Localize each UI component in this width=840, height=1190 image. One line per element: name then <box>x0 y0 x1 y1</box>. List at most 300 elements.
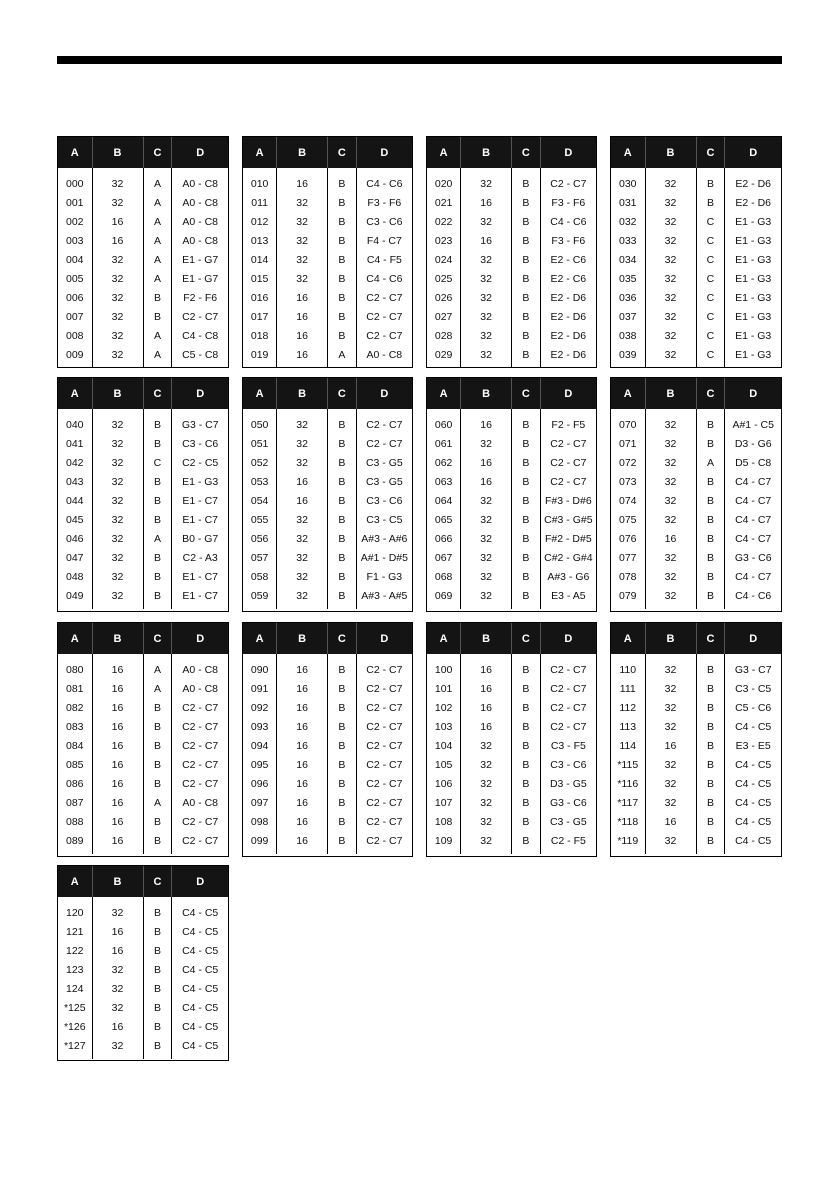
table-cell: 32 <box>461 586 512 609</box>
table-cell: 029 <box>427 345 461 368</box>
table-cell: C2 - C7 <box>182 720 219 733</box>
table-row <box>243 212 412 231</box>
table-cell: B <box>143 922 172 941</box>
table-cell: B <box>327 231 356 250</box>
program-table-040 <box>57 377 229 612</box>
program-table <box>58 137 228 368</box>
column-header: D <box>172 623 228 654</box>
table-cell: A <box>143 231 172 250</box>
column-header: A <box>427 623 461 654</box>
table-cell: 32 <box>277 231 328 250</box>
table-cell: A <box>143 326 172 345</box>
table-cell: B <box>327 472 356 491</box>
table-cell: B <box>511 510 540 529</box>
column-header: D <box>725 137 781 168</box>
table-cell: C2 - C7 <box>182 758 219 771</box>
table-cell: E3 - E5 <box>735 739 771 752</box>
table-row <box>58 409 228 434</box>
table-cell: 16 <box>92 922 143 941</box>
table-cell: B <box>511 472 540 491</box>
table-cell: A <box>327 345 356 368</box>
table-cell: 051 <box>243 434 277 453</box>
table-row <box>58 736 228 755</box>
header-row <box>58 866 228 897</box>
table-row <box>427 812 596 831</box>
table-cell: 085 <box>58 755 92 774</box>
column-header: C <box>696 623 725 654</box>
program-table-080 <box>57 622 229 857</box>
table-cell: 16 <box>277 812 328 831</box>
table-cell: C <box>696 345 725 368</box>
table-cell: 32 <box>92 193 143 212</box>
table-cell: 16 <box>92 755 143 774</box>
table-cell: 034 <box>611 250 645 269</box>
table-cell: D3 - G6 <box>734 437 772 450</box>
table-cell: 092 <box>243 698 277 717</box>
table-cell: C <box>696 307 725 326</box>
table-cell: 32 <box>277 269 328 288</box>
table-row <box>58 453 228 472</box>
table-row <box>427 755 596 774</box>
table-cell: E1 - G3 <box>735 234 772 247</box>
program-table-000 <box>57 136 229 368</box>
table-cell: B <box>511 654 540 679</box>
table-cell: 069 <box>427 586 461 609</box>
table-cell: 001 <box>58 193 92 212</box>
table-cell: B <box>511 548 540 567</box>
table-cell: C2 - C7 <box>366 834 403 847</box>
table-row <box>611 812 781 831</box>
table-cell: 080 <box>58 654 92 679</box>
table-row <box>58 345 228 368</box>
table-cell: C <box>143 453 172 472</box>
table-cell: A0 - C8 <box>182 234 218 247</box>
table-cell: B <box>143 548 172 567</box>
table-cell: 023 <box>427 231 461 250</box>
table-cell: 32 <box>277 548 328 567</box>
column-header: B <box>277 378 328 409</box>
table-cell: B <box>143 897 172 922</box>
table-cell: B <box>143 941 172 960</box>
table-cell: B <box>327 679 356 698</box>
table-cell: B <box>696 793 725 812</box>
table-cell: B <box>511 793 540 812</box>
table-row <box>58 717 228 736</box>
table-cell: 16 <box>277 831 328 854</box>
table-cell: C2 - C7 <box>366 701 403 714</box>
table-cell: B <box>696 193 725 212</box>
table-cell: B <box>143 736 172 755</box>
table-row <box>58 998 228 1017</box>
table-cell: 039 <box>611 345 645 368</box>
table-cell: 32 <box>645 755 696 774</box>
table-cell: 079 <box>611 586 645 609</box>
table-cell: 32 <box>277 567 328 586</box>
table-row <box>611 698 781 717</box>
table-cell: 090 <box>243 654 277 679</box>
table-cell: C2 - C5 <box>182 456 219 469</box>
table-cell: C2 - C7 <box>182 310 219 323</box>
table-cell: G3 - C6 <box>549 796 587 809</box>
column-header: A <box>58 866 92 897</box>
table-cell: C2 - C7 <box>366 291 403 304</box>
table-cell: 097 <box>243 793 277 812</box>
table-row <box>243 774 412 793</box>
table-row <box>58 812 228 831</box>
table-cell: B <box>143 960 172 979</box>
table-row <box>243 453 412 472</box>
table-cell: 027 <box>427 307 461 326</box>
table-row <box>611 250 781 269</box>
table-cell: *117 <box>611 793 645 812</box>
table-cell: *116 <box>611 774 645 793</box>
table-cell: B <box>511 586 540 609</box>
table-cell: A0 - C8 <box>182 682 218 695</box>
table-cell: C2 - C7 <box>182 834 219 847</box>
table-cell: B <box>511 168 540 193</box>
table-cell: 32 <box>92 510 143 529</box>
table-cell: B <box>696 774 725 793</box>
table-row <box>427 472 596 491</box>
table-cell: B <box>143 812 172 831</box>
header-row <box>611 378 781 409</box>
table-cell: 16 <box>461 698 512 717</box>
table-cell: C4 - C5 <box>182 963 219 976</box>
table-row <box>58 793 228 812</box>
table-cell: 32 <box>277 409 328 434</box>
table-cell: B <box>143 979 172 998</box>
table-cell: 32 <box>461 212 512 231</box>
table-cell: B <box>327 548 356 567</box>
table-row <box>427 307 596 326</box>
table-cell: 015 <box>243 269 277 288</box>
table-row <box>427 548 596 567</box>
table-cell: B <box>143 288 172 307</box>
table-row <box>427 250 596 269</box>
table-cell: 32 <box>645 717 696 736</box>
table-cell: C4 - C5 <box>182 1039 219 1052</box>
table-row <box>427 345 596 368</box>
header-row <box>58 623 228 654</box>
table-row <box>243 231 412 250</box>
table-cell: 32 <box>461 793 512 812</box>
table-cell: B <box>511 212 540 231</box>
table-cell: 014 <box>243 250 277 269</box>
column-header: A <box>243 623 277 654</box>
table-cell: B <box>511 812 540 831</box>
column-header: C <box>511 378 540 409</box>
table-cell: C4 - C5 <box>182 925 219 938</box>
table-cell: B <box>327 736 356 755</box>
table-cell: 32 <box>277 510 328 529</box>
table-cell: C <box>696 231 725 250</box>
program-table-090 <box>242 622 413 857</box>
table-cell: 16 <box>92 698 143 717</box>
table-cell: 16 <box>92 654 143 679</box>
table-cell: 32 <box>645 168 696 193</box>
column-header: D <box>172 378 228 409</box>
table-cell: 083 <box>58 717 92 736</box>
table-cell: 32 <box>92 472 143 491</box>
table-cell: 16 <box>277 736 328 755</box>
table-cell: 112 <box>611 698 645 717</box>
table-cell: 082 <box>58 698 92 717</box>
table-cell: 32 <box>461 250 512 269</box>
program-table <box>611 623 781 854</box>
table-row <box>58 193 228 212</box>
table-cell: C4 - C7 <box>735 494 772 507</box>
table-cell: C4 - F5 <box>366 253 402 266</box>
table-cell: F4 - C7 <box>366 234 402 247</box>
table-cell: 32 <box>92 288 143 307</box>
table-cell: 025 <box>427 269 461 288</box>
column-header: D <box>356 137 412 168</box>
table-cell: 026 <box>427 288 461 307</box>
table-cell: 16 <box>277 326 328 345</box>
column-header: C <box>143 623 172 654</box>
table-cell: B <box>696 548 725 567</box>
table-cell: E1 - G3 <box>735 348 772 361</box>
program-table <box>243 623 412 854</box>
table-cell: 017 <box>243 307 277 326</box>
table-cell: 32 <box>277 193 328 212</box>
table-cell: 038 <box>611 326 645 345</box>
table-cell: 16 <box>277 168 328 193</box>
table-row <box>243 679 412 698</box>
table-row <box>243 698 412 717</box>
table-cell: 053 <box>243 472 277 491</box>
table-cell: 32 <box>92 168 143 193</box>
column-header: A <box>611 378 645 409</box>
table-cell: F3 - F6 <box>551 234 586 247</box>
column-header: A <box>611 137 645 168</box>
table-row <box>427 193 596 212</box>
table-row <box>427 736 596 755</box>
table-row <box>243 193 412 212</box>
table-cell: A#1 - D#5 <box>360 551 408 564</box>
table-cell: 16 <box>92 717 143 736</box>
table-cell: 32 <box>645 345 696 368</box>
table-cell: 16 <box>277 654 328 679</box>
table-row <box>58 326 228 345</box>
column-header: C <box>511 137 540 168</box>
table-cell: E1 - G3 <box>735 329 772 342</box>
table-row <box>58 654 228 679</box>
table-cell: B <box>327 755 356 774</box>
column-header: C <box>143 137 172 168</box>
table-cell: 016 <box>243 288 277 307</box>
table-cell: B <box>327 510 356 529</box>
table-cell: 16 <box>461 231 512 250</box>
table-cell: 033 <box>611 231 645 250</box>
table-cell: B <box>696 168 725 193</box>
table-cell: C4 - C6 <box>366 272 403 285</box>
table-cell: 32 <box>645 269 696 288</box>
table-row <box>243 831 412 854</box>
table-cell: 16 <box>92 774 143 793</box>
table-cell: C4 - C8 <box>182 329 219 342</box>
table-cell: B <box>511 345 540 368</box>
table-cell: 32 <box>645 231 696 250</box>
table-cell: C4 - C6 <box>735 589 772 602</box>
table-cell: 067 <box>427 548 461 567</box>
top-rule <box>57 56 782 64</box>
table-cell: E1 - G3 <box>182 475 219 488</box>
table-row <box>58 831 228 854</box>
table-cell: C4 - C5 <box>182 1001 219 1014</box>
table-cell: E1 - G3 <box>735 215 772 228</box>
column-header: A <box>243 378 277 409</box>
table-cell: C2 - C7 <box>550 663 587 676</box>
table-cell: C <box>696 212 725 231</box>
table-cell: C2 - C7 <box>366 682 403 695</box>
table-cell: 16 <box>92 831 143 854</box>
table-row <box>427 698 596 717</box>
table-row <box>58 548 228 567</box>
table-cell: 065 <box>427 510 461 529</box>
table-cell: E2 - D6 <box>735 177 771 190</box>
table-row <box>58 586 228 609</box>
table-row <box>58 1017 228 1036</box>
table-cell: D5 - C8 <box>735 456 772 469</box>
table-row <box>243 409 412 434</box>
table-row <box>427 717 596 736</box>
table-row <box>611 434 781 453</box>
table-cell: B <box>511 231 540 250</box>
table-cell: B <box>696 567 725 586</box>
table-cell: E1 - G3 <box>735 310 772 323</box>
table-cell: C2 - C7 <box>366 663 403 676</box>
table-cell: 32 <box>645 567 696 586</box>
table-row <box>58 269 228 288</box>
table-cell: E2 - D6 <box>550 291 587 304</box>
table-cell: A <box>143 269 172 288</box>
table-cell: E2 - D6 <box>550 348 587 361</box>
table-cell: C4 - C5 <box>735 815 772 828</box>
table-cell: 32 <box>461 345 512 368</box>
table-cell: B <box>143 567 172 586</box>
table-row <box>427 326 596 345</box>
table-cell: C2 - C7 <box>366 815 403 828</box>
table-cell: 107 <box>427 793 461 812</box>
table-cell: 041 <box>58 434 92 453</box>
table-cell: F#2 - D#5 <box>545 532 592 545</box>
table-cell: E2 - D6 <box>550 329 587 342</box>
table-cell: 003 <box>58 231 92 250</box>
table-cell: 084 <box>58 736 92 755</box>
table-cell: 16 <box>277 288 328 307</box>
table-cell: E1 - G3 <box>735 253 772 266</box>
table-cell: 32 <box>92 409 143 434</box>
table-cell: B <box>327 250 356 269</box>
table-cell: B <box>696 812 725 831</box>
table-cell: B <box>143 434 172 453</box>
table-cell: 16 <box>92 231 143 250</box>
table-cell: 32 <box>461 168 512 193</box>
table-cell: A0 - C8 <box>182 215 218 228</box>
table-cell: C3 - G5 <box>549 815 587 828</box>
table-row <box>611 269 781 288</box>
table-cell: B <box>696 831 725 854</box>
table-row <box>611 654 781 679</box>
table-row <box>611 453 781 472</box>
table-cell: E3 - A5 <box>551 589 586 602</box>
header-row <box>243 137 412 168</box>
column-header: B <box>92 378 143 409</box>
table-cell: 32 <box>645 409 696 434</box>
table-cell: 068 <box>427 567 461 586</box>
table-cell: 111 <box>611 679 645 698</box>
table-cell: B <box>511 736 540 755</box>
column-header: C <box>696 378 725 409</box>
table-cell: 108 <box>427 812 461 831</box>
table-cell: B <box>511 269 540 288</box>
table-cell: 32 <box>645 288 696 307</box>
header-row <box>243 623 412 654</box>
table-cell: B <box>143 755 172 774</box>
header-row <box>243 378 412 409</box>
table-row <box>611 586 781 609</box>
table-cell: C4 - C6 <box>550 215 587 228</box>
table-row <box>427 231 596 250</box>
table-row <box>611 409 781 434</box>
table-cell: C3 - G5 <box>365 475 403 488</box>
table-cell: C <box>696 269 725 288</box>
table-row <box>243 345 412 368</box>
table-cell: 035 <box>611 269 645 288</box>
table-cell: B <box>327 168 356 193</box>
column-header: B <box>645 137 696 168</box>
table-cell: 074 <box>611 491 645 510</box>
table-cell: D3 - G5 <box>549 777 587 790</box>
table-cell: 037 <box>611 307 645 326</box>
table-cell: 103 <box>427 717 461 736</box>
table-row <box>611 510 781 529</box>
table-cell: 088 <box>58 812 92 831</box>
table-cell: B <box>696 736 725 755</box>
table-cell: 32 <box>461 491 512 510</box>
table-cell: B <box>327 793 356 812</box>
table-cell: C2 - C7 <box>366 739 403 752</box>
table-row <box>58 941 228 960</box>
table-cell: B <box>327 193 356 212</box>
table-cell: 32 <box>92 307 143 326</box>
table-row <box>58 922 228 941</box>
table-cell: A0 - C8 <box>182 177 218 190</box>
table-row <box>243 717 412 736</box>
table-cell: 16 <box>277 755 328 774</box>
table-cell: B <box>143 698 172 717</box>
program-table-020 <box>426 136 597 368</box>
table-cell: A <box>696 453 725 472</box>
table-cell: C4 - C5 <box>735 758 772 771</box>
column-header: B <box>461 137 512 168</box>
table-row <box>58 434 228 453</box>
table-row <box>243 812 412 831</box>
table-cell: 100 <box>427 654 461 679</box>
table-row <box>611 529 781 548</box>
table-cell: 113 <box>611 717 645 736</box>
table-cell: 16 <box>461 193 512 212</box>
table-cell: 012 <box>243 212 277 231</box>
table-cell: 021 <box>427 193 461 212</box>
table-cell: B <box>696 755 725 774</box>
table-cell: 078 <box>611 567 645 586</box>
table-row <box>58 1036 228 1059</box>
table-cell: 036 <box>611 288 645 307</box>
header-row <box>611 137 781 168</box>
table-cell: 32 <box>645 793 696 812</box>
